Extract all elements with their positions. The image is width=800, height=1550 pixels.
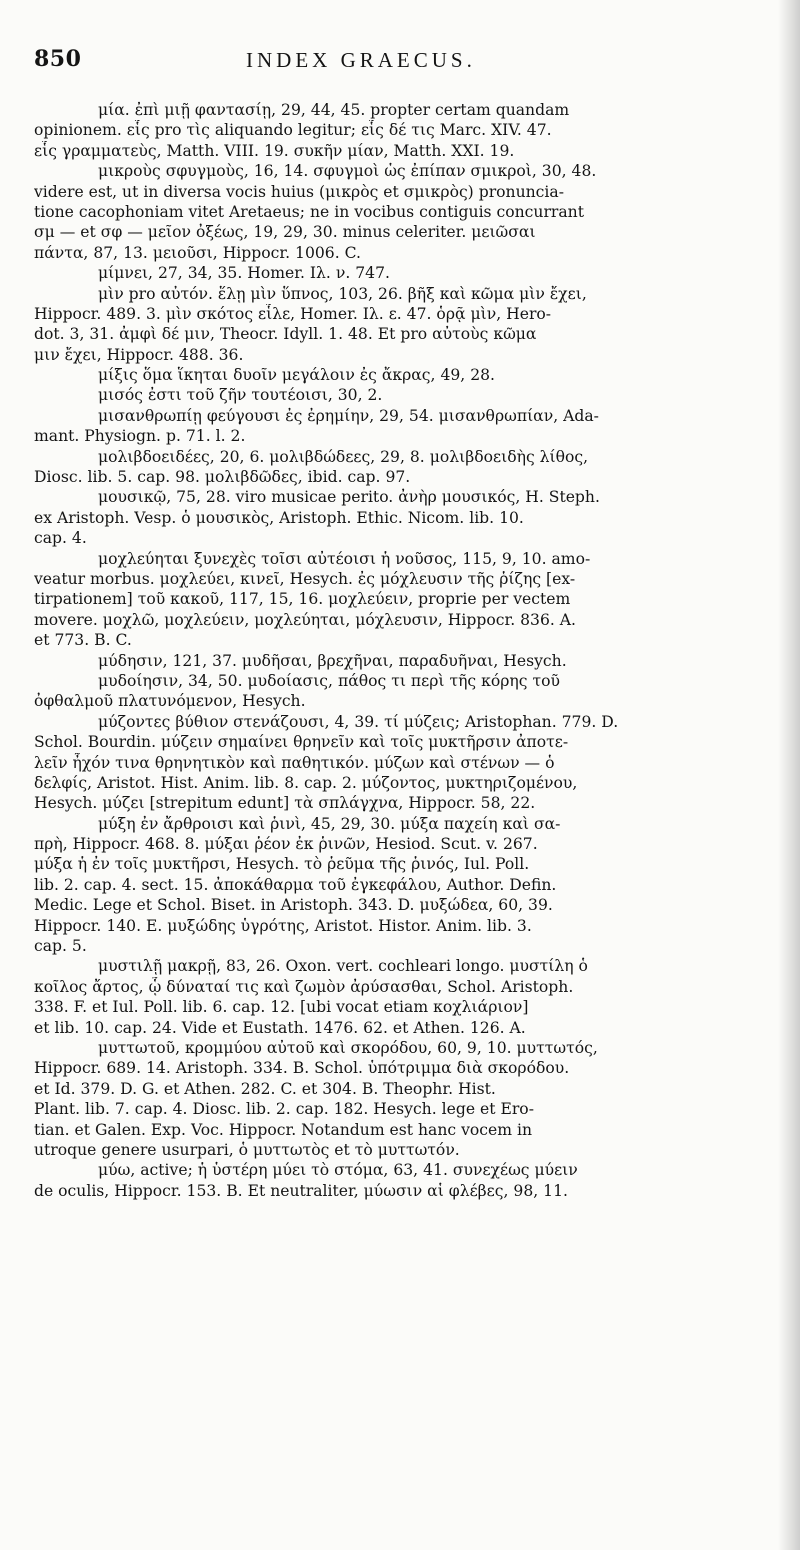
entry-continuation-line: Diosc. lib. 5. cap. 98. μολιβδῶδες, ibid. cap. 97.: [34, 468, 411, 487]
entry-continuation-line: εἷς γραμματεὺς, Matth. VIII. 19. συκῆν μίαν, Matth. XXI. 19.: [34, 141, 515, 160]
entry-first-line: μισανθρωπίῃ φεύγουσι ἐς ἐρημίην, 29, 54. μισανθρωπίαν, Ada-: [98, 406, 599, 425]
entry-first-line: μύξη ἐν ἄρθροισι καὶ ῥινὶ, 45, 29, 30. μύξα παχείη καὶ σα-: [98, 814, 561, 833]
entry-continuation-line: δελφίς, Aristot. Hist. Anim. lib. 8. cap. 2. μύζοντος, μυκτηριζομένου,: [34, 773, 578, 792]
entry-first-line: μυδοίησιν, 34, 50. μυδοίασις, πάθος τι περὶ τῆς κόρης τοῦ: [98, 671, 560, 690]
entry-continuation-line: tian. et Galen. Exp. Voc. Hippocr. Notandum est hanc vocem in: [34, 1120, 533, 1139]
entry-continuation-line: tirpationem] τοῦ κακοῦ, 117, 15, 16. μοχλεύειν, proprie per vectem: [34, 590, 571, 609]
entry-first-line: μίξις ὅμα ἵκηται δυοῖν μεγάλοιν ἐς ἄκρας, 49, 28.: [98, 366, 496, 385]
entry-continuation-line: cap. 5.: [34, 937, 87, 956]
entry-continuation-line: 338. F. et Iul. Poll. lib. 6. cap. 12. [ubi vocat etiam κοχλιάριον]: [34, 998, 529, 1017]
entry-continuation-line: σμ — et σφ — μεῖον ὀξέως, 19, 29, 30. minus celeriter. μειῶσαι: [34, 223, 536, 242]
entry-continuation-line: tione cacophoniam vitet Aretaeus; ne in vocibus contiguis concurrant: [34, 202, 584, 221]
entry-continuation-line: Plant. lib. 7. cap. 4. Diosc. lib. 2. cap. 182. Hesych. lege et Ero-: [34, 1100, 534, 1119]
entry-continuation-line: cap. 4.: [34, 529, 87, 548]
entry-continuation-line: et 773. B. C.: [34, 631, 132, 650]
entry-continuation-line: κοῖλος ἄρτος, ᾧ δύναταί τις καὶ ζωμὸν ἀρύσασθαι, Schol. Aristoph.: [34, 977, 574, 996]
entry-continuation-line: Hippocr. 140. E. μυξώδης ὑγρότης, Aristot. Histor. Anim. lib. 3.: [34, 916, 532, 935]
entry-first-line: μία. ἐπὶ μιῇ φαντασίῃ, 29, 44, 45. propter certam quandam: [98, 101, 570, 119]
entry-first-line: μουσικῷ, 75, 28. viro musicae perito. ἀνὴρ μουσικός, H. Steph.: [98, 488, 600, 507]
entry-first-line: μυττωτοῦ, κρομμύου αὐτοῦ καὶ σκορόδου, 60, 9, 10. μυττωτός,: [98, 1038, 598, 1057]
entry-continuation-line: de oculis, Hippocr. 153. B. Et neutraliter, μύωσιν αἱ φλέβες, 98, 11.: [34, 1181, 568, 1200]
entry-first-line: μύω, active; ἡ ὑστέρη μύει τὸ στόμα, 63, 41. συνεχέως μύειν: [98, 1161, 578, 1180]
entry-continuation-line: Schol. Bourdin. μύζειν σημαίνει θρηνεῖν καὶ τοῖς μυκτῆρσιν ἀποτε-: [34, 733, 569, 752]
entry-continuation-line: πρὴ, Hippocr. 468. 8. μύξαι ῥέον ἐκ ῥινῶν, Hesiod. Scut. v. 267.: [34, 835, 538, 854]
entry-continuation-line: πάντα, 87, 13. μειοῦσι, Hippocr. 1006. C.: [34, 243, 361, 262]
entry-continuation-line: ὀφθαλμοῦ πλατυνόμενον, Hesych.: [34, 692, 306, 711]
entry-continuation-line: opinionem. εἷς pro τὶς aliquando legitur; εἷς δέ τις Marc. XIV. 47.: [34, 121, 552, 140]
entry-continuation-line: veatur morbus. μοχλεύει, κινεῖ, Hesych. ἐς μόχλευσιν τῆς ῥίζης [ex-: [34, 569, 576, 588]
page-header: [34, 46, 774, 80]
entry-continuation-line: utroque genere usurpari, ὁ μυττωτὸς et τὸ μυττωτόν.: [34, 1140, 460, 1159]
entry-first-line: μοχλεύηται ξυνεχὲς τοῖσι αὐτέοισι ἡ νοῦσος, 115, 9, 10. amo-: [98, 549, 591, 568]
entry-first-line: μικροὺς σφυγμοὺς, 16, 14. σφυγμοὶ ὡς ἐπίπαν σμικροὶ, 30, 48.: [98, 162, 597, 181]
entry-first-line: μύδησιν, 121, 37. μυδῆσαι, βρεχῆναι, παραδυῆναι, Hesych.: [98, 651, 567, 670]
entry-continuation-line: dot. 3, 31. ἀμφὶ δέ μιν, Theocr. Idyll. 1. 48. Et pro αὐτοὺς κῶμα: [34, 325, 537, 344]
entry-first-line: μολιβδοειδέες, 20, 6. μολιβδώδεες, 29, 8. μολιβδοειδὴς λίθος,: [98, 447, 589, 466]
entry-continuation-line: ex Aristoph. Vesp. ὁ μουσικὸς, Aristoph. Ethic. Nicom. lib. 10.: [34, 508, 524, 527]
entry-continuation-line: mant. Physiogn. p. 71. l. 2.: [34, 427, 246, 446]
entry-continuation-line: lib. 2. cap. 4. sect. 15. ἀποκάθαρμα τοῦ ἐγκεφάλου, Author. Defin.: [34, 875, 557, 894]
entry-continuation-line: videre est, ut in diversa vocis huius (μικρὸς et σμικρὸς) pronuncia-: [34, 182, 564, 201]
entry-continuation-line: μιν ἔχει, Hippocr. 488. 36.: [34, 345, 244, 364]
entry-continuation-line: movere. μοχλῶ, μοχλεύειν, μοχλεύηται, μόχλευσιν, Hippocr. 836. A.: [34, 610, 577, 629]
page-edge-shadow: [778, 0, 800, 1550]
entry-continuation-line: et lib. 10. cap. 24. Vide et Eustath. 1476. 62. et Athen. 126. A.: [34, 1018, 526, 1037]
index-text-block: [34, 100, 766, 1201]
entry-continuation-line: Hippocr. 689. 14. Aristoph. 334. B. Schol. ὑπότριμμα διὰ σκορόδου.: [34, 1059, 570, 1078]
entry-first-line: μίμνει, 27, 34, 35. Homer. Ιλ. ν. 747.: [98, 264, 390, 283]
running-title: INDEX GRAECUS.: [246, 48, 476, 72]
entry-first-line: μυστιλῇ μακρῇ, 83, 26. Oxon. vert. cochleari longo. μυστίλη ὁ: [98, 957, 588, 976]
entry-first-line: μύζοντες βύθιον στενάζουσι, 4, 39. τί μύζεις; Aristophan. 779. D.: [98, 712, 619, 731]
entry-first-line: μισός ἐστι τοῦ ζῆν τουτέοισι, 30, 2.: [98, 386, 383, 405]
page-number: 850: [34, 46, 82, 72]
entry-continuation-line: λεῖν ἦχόν τινα θρηνητικὸν καὶ παθητικόν. μύζων καὶ στένων — ὁ: [34, 753, 555, 772]
entry-continuation-line: Medic. Lege et Schol. Biset. in Aristoph. 343. D. μυξώδεα, 60, 39.: [34, 896, 553, 915]
entry-continuation-line: μύξα ἡ ἐν τοῖς μυκτῆρσι, Hesych. τὸ ῥεῦμα τῆς ῥινός, Iul. Poll.: [34, 855, 530, 874]
entry-continuation-line: Hippocr. 489. 3. μὶν σκότος εἷλε, Homer. Ιλ. ε. 47. ὁρᾷ μὶν, Hero-: [34, 304, 552, 323]
entry-continuation-line: et Id. 379. D. G. et Athen. 282. C. et 304. B. Theophr. Hist.: [34, 1079, 496, 1098]
entry-continuation-line: Hesych. μύζει [strepitum edunt] τὰ σπλάγχνα, Hippocr. 58, 22.: [34, 794, 536, 813]
entry-first-line: μὶν pro αὐτόν. ἕλῃ μὶν ὕπνος, 103, 26. βῆξ καὶ κῶμα μὶν ἔχει,: [98, 284, 587, 303]
